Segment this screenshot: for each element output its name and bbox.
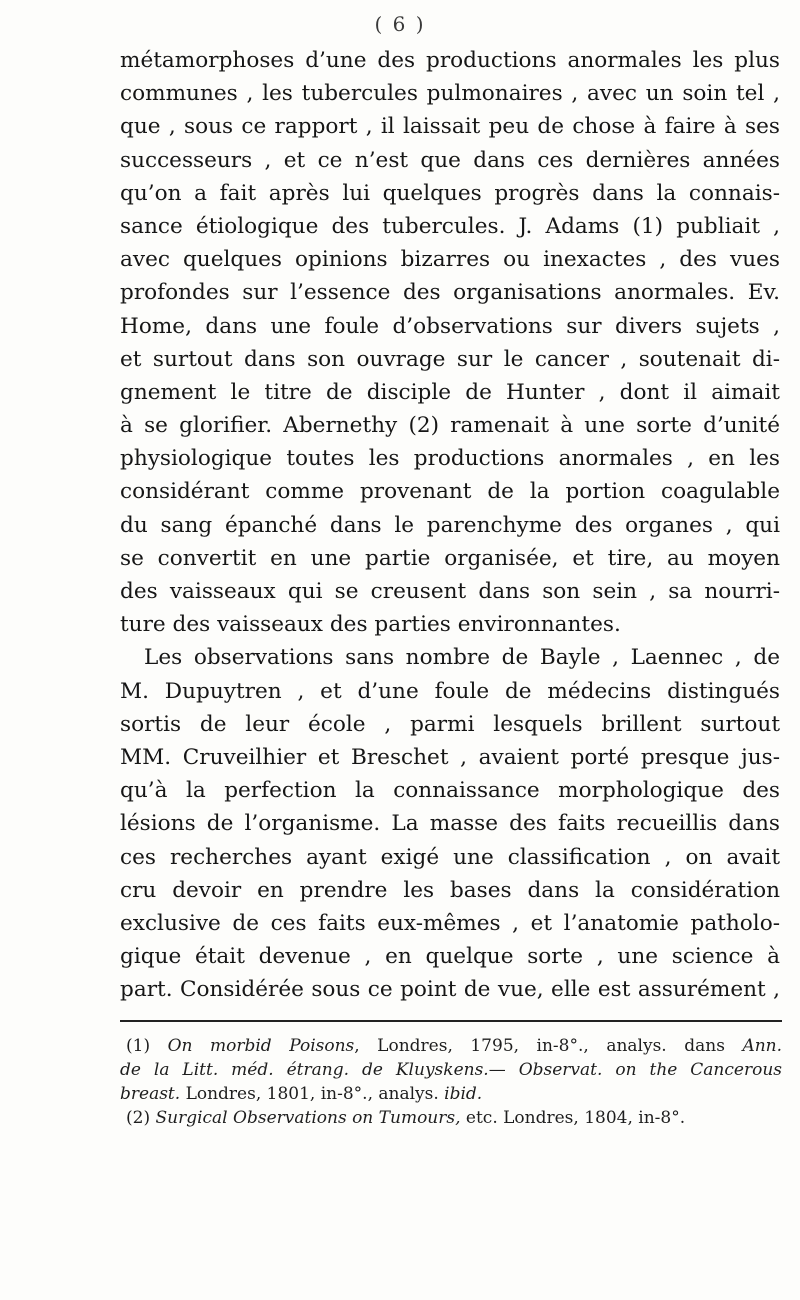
citation-text: — (488, 1060, 519, 1080)
text-line: part. Considérée sous ce point de vue, elle est assurément , (120, 977, 780, 1003)
text-line: ture des vaisseaux des parties environnantes. (120, 612, 621, 638)
text-line: du sang épanché dans le parenchyme des organes , qui (120, 512, 780, 538)
text-line: successeurs , et ce n’est que dans ces dernières années (120, 147, 780, 173)
footnote-2-line (120, 1106, 782, 1130)
footnote-marker: (2) (126, 1108, 156, 1128)
text-line: que , sous ce rapport , il laissait peu de chose à faire à ses (120, 114, 780, 140)
text-line: sance étiologique des tubercules. J. Adams (1) publiait , (120, 213, 780, 239)
footnote-divider (120, 1020, 782, 1022)
citation-journal: de la Litt. méd. étrang. de Kluyskens. (120, 1060, 489, 1080)
citation-text: , Londres, 1795, in-8°., analys. dans (354, 1036, 743, 1056)
citation-text: etc. Londres, 1804, in-8°. (460, 1108, 686, 1128)
text-line: communes , les tubercules pulmonaires , avec un soin tel , (120, 81, 780, 107)
footnote-1-line (120, 1082, 782, 1106)
text-line: physiologique toutes les productions anormales , en les (120, 446, 780, 472)
text-line: exclusive de ces faits eux-mêmes , et l’anatomie patholo- (120, 910, 780, 936)
text-line: Les observations sans nombre de Bayle , Laennec , de (144, 645, 780, 671)
text-line: MM. Cruveilhier et Breschet , avaient porté presque jus- (120, 744, 780, 770)
citation-text: Londres, 1801, in-8°., analys. (180, 1084, 445, 1104)
text-line: sortis de leur école , parmi lesquels brillent surtout (120, 711, 780, 737)
text-line: gnement le titre de disciple de Hunter , dont il aimait (120, 379, 780, 405)
citation-journal: Ann. (742, 1036, 783, 1056)
footnote-1-line (120, 1034, 782, 1058)
footnote-marker: (1) (126, 1036, 168, 1056)
footnote-1-line (120, 1058, 782, 1082)
text-line: ces recherches ayant exigé une classification , on avait (120, 844, 780, 870)
text-line: considérant comme provenant de la portion coagulable (120, 479, 780, 505)
text-line: M. Dupuytren , et d’une foule de médecins distingués (120, 678, 780, 704)
citation-title: Observat. on the Cancerous (518, 1060, 782, 1080)
text-line: Home, dans une foule d’observations sur divers sujets , (120, 313, 780, 339)
text-line: se convertit en une partie organisée, et tire, au moyen (120, 545, 780, 571)
main-text-block (120, 44, 780, 1006)
citation-title: On morbid Poisons (167, 1036, 355, 1056)
text-line: à se glorifier. Abernethy (2) ramenait à une sorte d’unité (120, 413, 780, 439)
footnotes-block (120, 1034, 782, 1130)
text-line: lésions de l’organisme. La masse des faits recueillis dans (120, 811, 780, 837)
text-line: cru devoir en prendre les bases dans la considération (120, 877, 780, 903)
text-line: des vaisseaux qui se creusent dans son sein , sa nourri- (120, 579, 780, 604)
text-line: et surtout dans son ouvrage sur le cancer , soutenait di- (120, 346, 780, 372)
text-line: gique était devenue , en quelque sorte , une science à (120, 944, 780, 970)
page-number: ( 6 ) (374, 12, 426, 36)
text-line: avec quelques opinions bizarres ou inexactes , des vues (120, 247, 780, 273)
citation-ibid: ibid. (444, 1084, 483, 1104)
text-line: qu’à la perfection la connaissance morphologique des (120, 778, 780, 804)
citation-title: Surgical Observations on Tumours, (155, 1108, 461, 1128)
text-line: qu’on a fait après lui quelques progrès dans la connais- (120, 180, 780, 206)
text-line: profondes sur l’essence des organisations anormales. Ev. (120, 280, 780, 306)
text-line: métamorphoses d’une des productions anormales les plus (120, 48, 780, 73)
citation-title: breast. (120, 1084, 181, 1104)
